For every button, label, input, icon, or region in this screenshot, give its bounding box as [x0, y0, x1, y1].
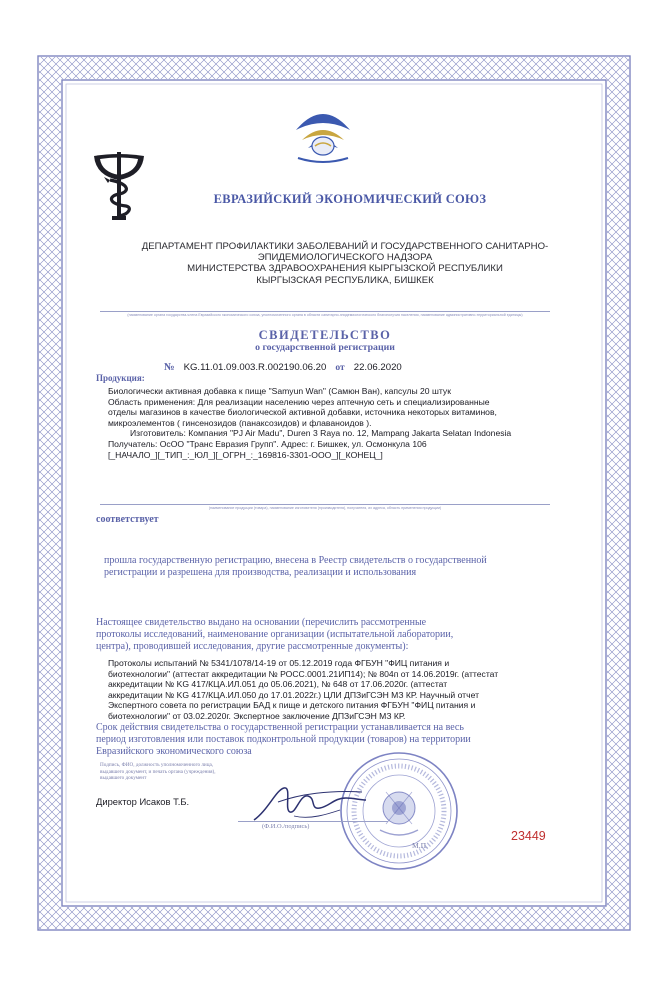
divider-line — [100, 311, 550, 312]
divider-line — [100, 504, 550, 505]
protocols-block — [108, 658, 588, 722]
recipient-line: Получатель: ОсОО "Транс Евразия Групп". Адрес: г. Бишкек, ул. Осмонкула 106 — [108, 438, 427, 449]
number-prefix: № — [164, 362, 175, 373]
fio-caption: (Ф.И.О./подпись) — [262, 823, 310, 830]
basis-line: Настоящее свидетельство выдано на основании (перечислить рассмотренные — [96, 617, 427, 628]
union-name: ЕВРАЗИЙСКИЙ ЭКОНОМИЧЕСКИЙ СОЮЗ — [213, 192, 487, 206]
certificate-subtitle: о государственной регистрации — [255, 342, 395, 353]
registration-statement — [104, 555, 574, 579]
product-line: отделы магазинов в качестве биологической активной добавки, источника некоторых витаминов, — [108, 407, 497, 418]
basis-line: протоколы исследований, наименование организации (испытательной лаборатории, — [96, 628, 454, 640]
protocol-line: биотехнологии" (аттестат аккредитации № РОСС.0001.21ИП14); № 804п от 14.06.2019г. (аттестат — [108, 668, 499, 679]
validity-line: период изготовления или поставок подконтрольной продукции (товаров) на территории — [96, 733, 471, 745]
signer-caption — [100, 762, 216, 782]
basis-statement — [96, 617, 576, 652]
signer-caption-line: выдавшего документ — [100, 775, 147, 782]
eaeu-emblem-icon — [290, 100, 356, 166]
certificate-title: СВИДЕТЕЛЬСТВО — [258, 328, 392, 342]
product-line: микроэлементов ( гинсенозидов (панаксозидов) и флаваноидов ). — [108, 417, 372, 428]
validity-line: Срок действия свидетельства о государственной регистрации устанавливается на весь — [96, 722, 464, 733]
manufacturer-line: Изготовитель: Компания "PJ Air Madu", Duren 3 Raya no. 12, Mampang Jakarta Selatan Indonesia — [130, 428, 512, 439]
department-line: КЫРГЫЗСКАЯ РЕСПУБЛИКА, БИШКЕК — [256, 274, 434, 286]
basis-line: центра), проводившей исследования, другие рассмотренные документы): — [96, 640, 409, 652]
signer-caption-line: Подпись, ФИО, должность уполномоченного лица, — [100, 762, 214, 768]
validity-line: Евразийского экономического союза — [96, 745, 252, 757]
asclepius-staff-icon — [86, 150, 152, 222]
signature-line — [238, 821, 388, 822]
date-prefix: от — [335, 362, 345, 373]
registration-line: прошла государственную регистрацию, внесена в Реестр свидетельств о государственной — [104, 555, 487, 566]
protocol-line: аккредитации № KG 417/КЦА.ИЛ.051 до 05.06.2021), № 648 от 17.06.2020г. (аттестат — [108, 679, 448, 690]
certificate-date: 22.06.2020 — [353, 362, 402, 373]
department-line: МИНИСТЕРСТВА ЗДРАВООХРАНЕНИЯ КЫРГЫЗСКОЙ РЕСПУБЛИКИ — [187, 263, 503, 275]
certificate-number: KG.11.01.09.003.R.002190.06.20 — [183, 362, 327, 373]
protocol-line: биотехнологии" от 03.02.2020г. Экспертное заключение ДПЗиГСЭН МЗ КР. — [108, 710, 406, 721]
organ-caption: (наименование органа государства-члена Евразийского экономического союза, уполномоченного органа в области санитарно-эпидемиологического благополучия населения, наименование административно-территориальной единицы) — [127, 313, 523, 317]
certificate-number-row — [164, 357, 494, 375]
signer-caption-line: выдавшего документ, и печать органа (учреждения), — [100, 768, 216, 775]
protocol-line: Протоколы испытаний № 5341/1078/14-19 от 05.12.2019 года ФГБУН "ФИЦ питания и — [108, 658, 450, 668]
department-block — [95, 241, 595, 286]
product-description — [108, 386, 588, 460]
serial-number: 23449 — [511, 829, 546, 843]
registry-code-line: [_НАЧАЛО_][_ТИП_:_ЮЛ_][_ОГРН_:_169816-3301-ООО_][_КОНЕЦ_] — [108, 449, 383, 460]
product-line: Область применения: Для реализации населению через аптечную сеть и специализированные — [108, 396, 490, 407]
director-name: Директор Исаков Т.Б. — [96, 796, 190, 807]
protocol-line: Экспертного совета по регистрации БАД к пище и детского питания ФГБУН "ФИЦ питания и — [108, 700, 476, 711]
protocol-line: аккредитации № KG 417/КЦА.ИЛ.050 до 17.01.2022г.) ЦЛИ ДПЗиГСЭН МЗ КР. Научный отчет — [108, 689, 480, 700]
product-line: Биологически активная добавка к пище "Samyun Wan" (Самюн Ван), капсулы 20 штук — [108, 386, 451, 396]
corresponds-label: соответствует — [96, 514, 159, 525]
department-line: ДЕПАРТАМЕНТ ПРОФИЛАКТИКИ ЗАБОЛЕВАНИЙ И ГОСУДАРСТВЕННОГО САНИТАРНО- — [141, 241, 549, 252]
seal-place-label: М.П. — [412, 841, 429, 850]
product-caption: (наименование продукции (товара), наименование изготовителя (производителя), получателя, их адреса, область применения продукции) — [208, 506, 442, 510]
registration-line: регистрации и разрешена для производства, реализации и использования — [104, 566, 417, 578]
department-line: ЭПИДЕМИОЛОГИЧЕСКОГО НАДЗОРА — [257, 252, 433, 264]
product-label: Продукция: — [96, 373, 145, 383]
